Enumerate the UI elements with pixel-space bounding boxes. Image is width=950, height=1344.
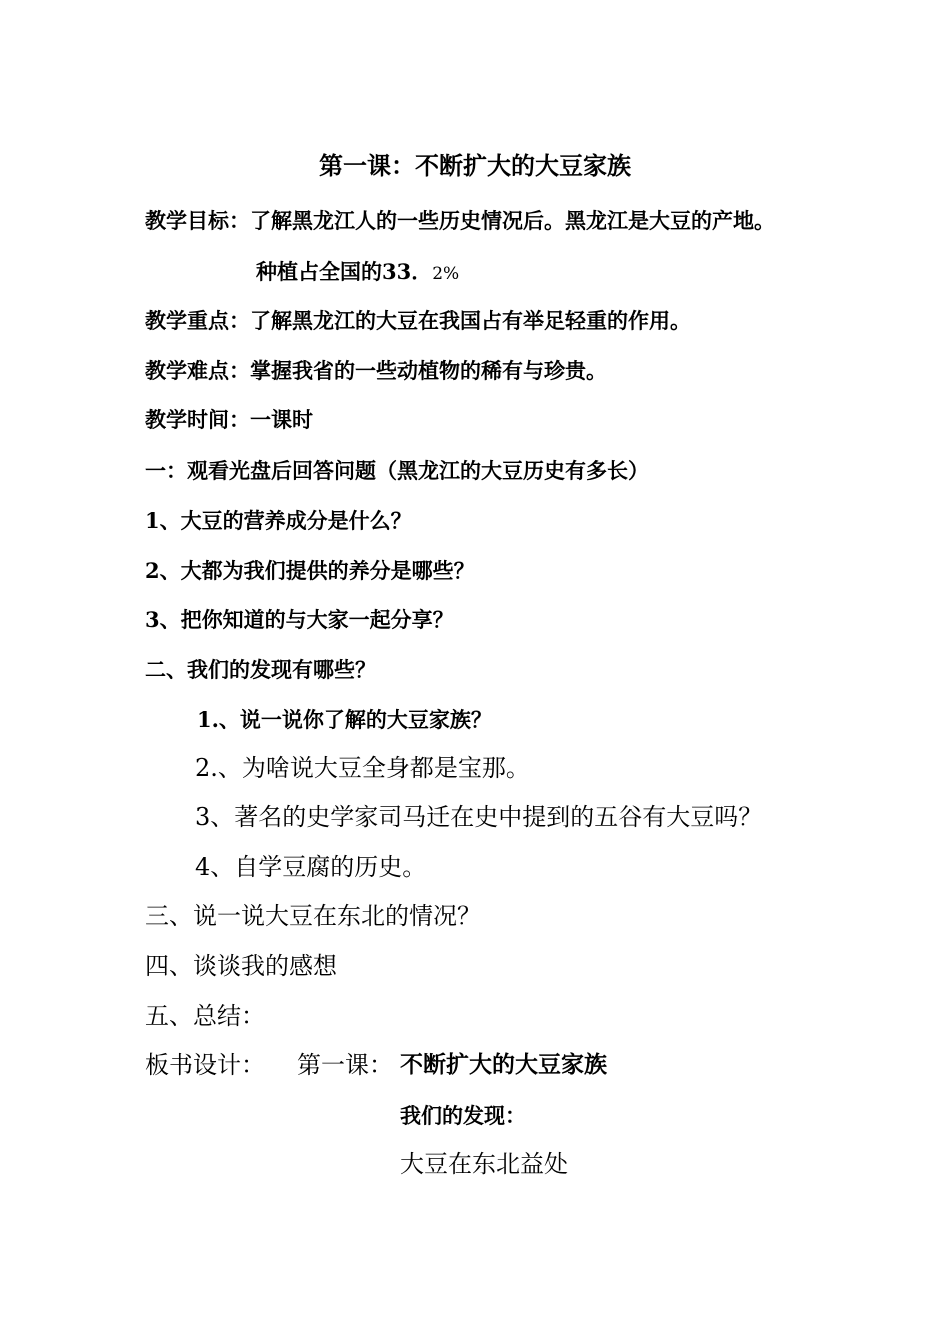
section2-item: 3、著名的史学家司马迁在史中提到的五谷有大豆吗？ xyxy=(195,803,763,831)
objectives-text: 了解黑龙江人的一些历史情况后。黑龙江是大豆的产地。 xyxy=(250,208,775,233)
section4-heading: 四、谈谈我的感想 xyxy=(145,952,337,980)
objectives-line xyxy=(145,210,775,231)
key-points-label: 教学重点： xyxy=(145,308,250,333)
time-text: 一课时 xyxy=(250,407,313,432)
difficulties-text: 掌握我省的一些动植物的稀有与珍贵。 xyxy=(250,358,607,383)
time-line xyxy=(145,409,313,430)
section1-item: 2、大都为我们提供的养分是哪些？ xyxy=(145,558,475,583)
time-label: 教学时间： xyxy=(145,407,250,432)
board-title: 不断扩大的大豆家族 xyxy=(400,1051,607,1078)
section1-item: 3、把你知道的与大家一起分享？ xyxy=(145,607,454,632)
objectives-percent: 2% xyxy=(432,264,460,284)
board-label: 板书设计： xyxy=(145,1051,265,1079)
objectives-line-2 xyxy=(256,261,459,283)
page-title: 第一课：不断扩大的大豆家族 xyxy=(319,151,631,180)
section1-item: 1、大豆的营养成分是什么？ xyxy=(145,508,412,533)
difficulties-line xyxy=(145,360,607,381)
section2-item: 4、自学豆腐的历史。 xyxy=(195,853,427,881)
board-benefit: 大豆在东北益处 xyxy=(400,1150,568,1178)
objectives-label: 教学目标： xyxy=(145,208,250,233)
key-points-text: 了解黑龙江的大豆在我国占有举足轻重的作用。 xyxy=(250,308,691,333)
section2-item: 2.、为啥说大豆全身都是宝那。 xyxy=(195,754,530,782)
key-points-line xyxy=(145,310,691,331)
objectives-text-2: 种植占全国的33． xyxy=(256,259,433,284)
board-discovery: 我们的发现： xyxy=(400,1103,526,1128)
section5-heading: 五、总结： xyxy=(145,1002,265,1030)
difficulties-label: 教学难点： xyxy=(145,358,250,383)
section2-item: 1.、说一说你了解的大豆家族？ xyxy=(197,707,492,732)
section3-heading: 三、说一说大豆在东北的情况？ xyxy=(145,902,481,930)
board-lesson: 第一课： xyxy=(297,1051,393,1079)
section1-heading: 一：观看光盘后回答问题（黑龙江的大豆历史有多长） xyxy=(145,458,649,483)
section2-heading: 二、我们的发现有哪些？ xyxy=(145,657,376,682)
